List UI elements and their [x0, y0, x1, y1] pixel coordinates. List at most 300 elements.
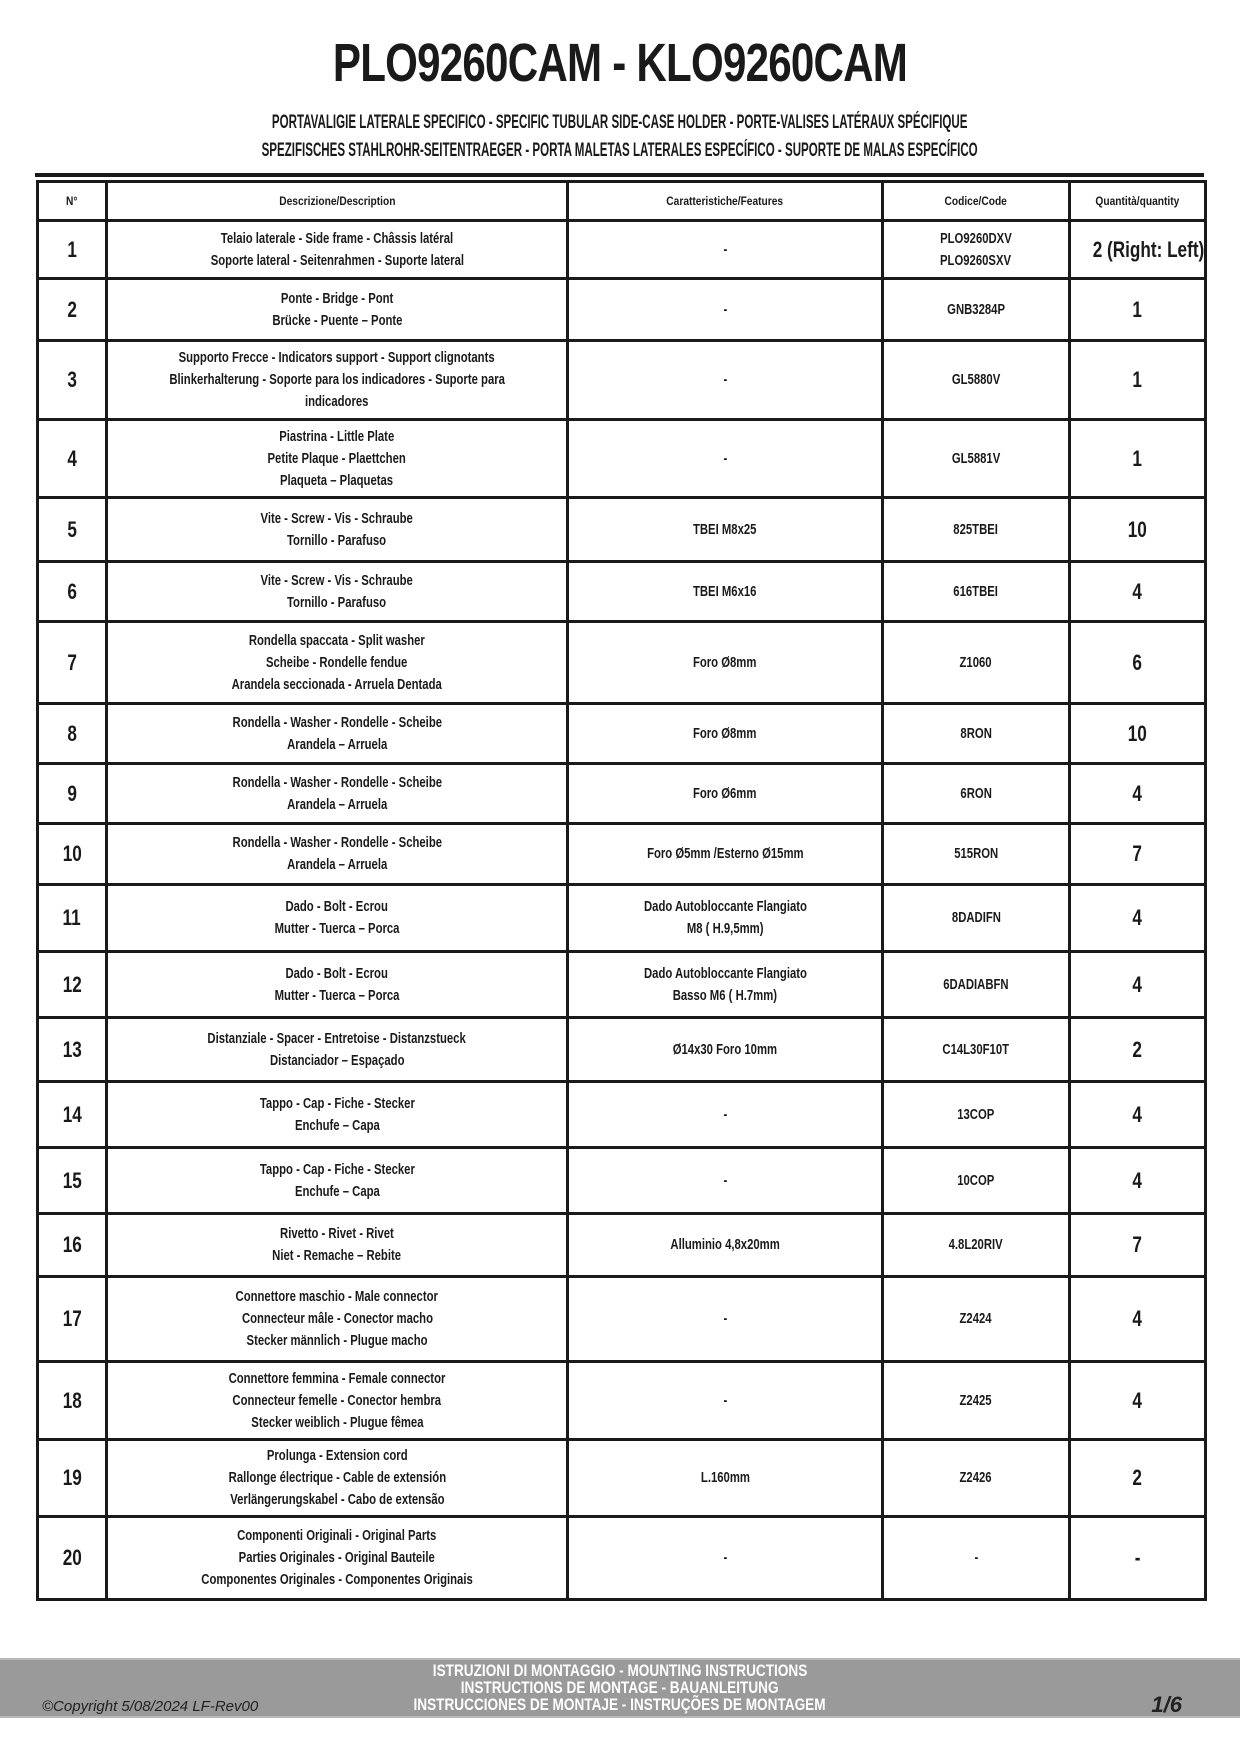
- item-code-line-wrap: [890, 369, 1062, 391]
- table-row: [38, 498, 1206, 562]
- item-description-line-wrap: [114, 1330, 560, 1352]
- item-description-line-wrap: [114, 854, 560, 876]
- item-description-line-wrap: [114, 630, 560, 652]
- item-number: [38, 1440, 107, 1517]
- item-features-line-wrap: [575, 652, 875, 674]
- table-row: [38, 824, 1206, 885]
- item-description: [107, 1362, 568, 1440]
- item-description-line: Blinkerhalterung - Soporte para los indicadores - Suporte para: [169, 372, 505, 388]
- item-description-line: Arandela – Arruela: [286, 857, 388, 873]
- item-description-line-wrap: [114, 652, 560, 674]
- item-number-text: 11: [62, 905, 82, 930]
- item-number-text: 17: [62, 1306, 82, 1331]
- table-row: [38, 1362, 1206, 1440]
- item-features-line-wrap: [575, 896, 875, 918]
- item-code-line: Z2425: [959, 1392, 993, 1409]
- item-quantity: [1070, 1214, 1206, 1277]
- table-row: [38, 764, 1206, 824]
- table-row: [38, 420, 1206, 498]
- item-features-line: -: [723, 450, 727, 467]
- item-description-line: Stecker weiblich - Plugue fêmea: [250, 1414, 424, 1431]
- item-description-line: Rondella spaccata - Split washer: [248, 632, 425, 649]
- item-number-text: 19: [62, 1465, 82, 1490]
- item-description: [107, 622, 568, 704]
- item-features-line-wrap: [575, 519, 875, 541]
- item-description-line-wrap: [114, 794, 560, 816]
- item-quantity: [1070, 704, 1206, 764]
- item-features-line: Foro Ø5mm /Esterno Ø15mm: [646, 846, 804, 862]
- item-description-line-wrap: [114, 250, 560, 272]
- item-quantity: [1070, 498, 1206, 562]
- item-description-line-wrap: [114, 1308, 560, 1330]
- table-row: [38, 221, 1206, 279]
- item-code-line-wrap: [890, 1234, 1062, 1256]
- item-description-line-wrap: [114, 1525, 560, 1547]
- item-description-line-wrap: [114, 1181, 560, 1203]
- subtitle-text: SPEZIFISCHES STAHLROHR-SEITENTRAEGER - PORTA MALETAS LATERALES ESPECÍFICO - SUPORTE DE MALAS ESPECÍFICO: [261, 140, 979, 161]
- item-number-text: 9: [67, 780, 77, 806]
- item-description-line: Enchufe – Capa: [294, 1183, 380, 1200]
- item-number-text: 18: [62, 1387, 82, 1413]
- item-features: [568, 1362, 883, 1440]
- item-number-text: 5: [67, 516, 77, 542]
- item-quantity: [1070, 764, 1206, 824]
- item-code: [883, 1362, 1070, 1440]
- item-code-line: 6RON: [960, 785, 992, 802]
- item-code: [883, 1277, 1070, 1362]
- item-features: [568, 1440, 883, 1517]
- item-features-line-wrap: [575, 723, 875, 745]
- item-description-line: Brücke - Puente – Ponte: [271, 312, 403, 329]
- item-code: [883, 1440, 1070, 1517]
- item-description: [107, 704, 568, 764]
- item-description-line-wrap: [114, 832, 560, 854]
- item-description-line-wrap: [114, 448, 560, 470]
- item-code-line-wrap: [890, 1104, 1062, 1126]
- item-description: [107, 1082, 568, 1148]
- item-description-line-wrap: [114, 1569, 560, 1591]
- item-number-text: 15: [62, 1167, 82, 1193]
- item-features: [568, 1214, 883, 1277]
- item-number-text: 14: [62, 1101, 82, 1127]
- item-code-line: -: [974, 1550, 978, 1566]
- item-description-line-wrap: [114, 734, 560, 756]
- item-number: [38, 704, 107, 764]
- item-description-line-wrap: [114, 1286, 560, 1308]
- item-description-line: Mutter - Tuerca – Porca: [274, 921, 400, 937]
- item-quantity: [1070, 1082, 1206, 1148]
- item-description-line-wrap: [114, 369, 560, 391]
- item-quantity-text: 10: [1127, 720, 1148, 746]
- item-features-line: Foro Ø6mm: [693, 785, 757, 802]
- item-description-line: Supporto Frecce - Indicators support - Support clignotants: [178, 350, 496, 366]
- item-code-line: 825TBEI: [953, 521, 999, 538]
- item-features-line-wrap: [575, 1547, 875, 1569]
- item-description-line-wrap: [114, 592, 560, 614]
- item-code: [883, 279, 1070, 341]
- item-features: [568, 420, 883, 498]
- item-quantity-text: 7: [1132, 841, 1143, 866]
- item-description-line-wrap: [114, 1467, 560, 1489]
- item-code: [883, 341, 1070, 420]
- table-header-row: [38, 182, 1206, 221]
- header-num: N°: [38, 182, 107, 221]
- item-features-line: Basso M6 ( H.7mm): [672, 987, 778, 1004]
- item-code-line-wrap: [890, 723, 1062, 745]
- item-description-line-wrap: [114, 1093, 560, 1115]
- item-description-line-wrap: [114, 1445, 560, 1467]
- item-code-line-wrap: [890, 250, 1062, 272]
- item-quantity-text: 6: [1132, 649, 1143, 675]
- item-code-line-wrap: [890, 783, 1062, 805]
- item-quantity-text: 4: [1132, 905, 1143, 930]
- table-row: [38, 341, 1206, 420]
- item-quantity-text: 4: [1132, 578, 1143, 604]
- item-quantity-text: 4: [1132, 1306, 1143, 1331]
- item-quantity-text: 2 (Right: Left): [1092, 236, 1205, 262]
- item-description: [107, 885, 568, 952]
- item-description-line: Connecteur mâle - Conector macho: [241, 1311, 433, 1327]
- item-quantity: [1070, 562, 1206, 622]
- item-code-line: 6DADIABFN: [943, 976, 1009, 993]
- item-features: [568, 498, 883, 562]
- item-code-line-wrap: [890, 652, 1062, 674]
- item-code-line: Z1060: [959, 654, 993, 671]
- table-row: [38, 1517, 1206, 1600]
- footer-bar: [0, 1658, 1240, 1718]
- item-description-line-wrap: [114, 712, 560, 734]
- item-features-line: Dado Autobloccante Flangiato: [643, 899, 807, 915]
- item-description-line-wrap: [114, 228, 560, 250]
- subtitle-text: PORTAVALIGIE LATERALE SPECIFICO - SPECIFIC TUBULAR SIDE-CASE HOLDER - PORTE-VALISES LATÉRAUX SPÉCIFIQUE: [272, 112, 968, 133]
- item-description-line: Tornillo - Parafuso: [287, 532, 387, 549]
- item-features-line: -: [723, 1172, 727, 1189]
- item-number-text: 1: [67, 236, 77, 262]
- item-description-line-wrap: [114, 1245, 560, 1267]
- item-code-line: 616TBEI: [953, 583, 999, 600]
- item-number-text: 7: [67, 649, 77, 675]
- item-description-line: Soporte lateral - Seitenrahmen - Suporte lateral: [210, 252, 464, 269]
- item-features-line: Foro Ø8mm: [693, 725, 757, 742]
- item-quantity: [1070, 885, 1206, 952]
- item-description-line: Piastrina - Little Plate: [279, 428, 395, 445]
- item-description-line-wrap: [114, 426, 560, 448]
- item-number: [38, 1018, 107, 1082]
- item-features-line-wrap: [575, 369, 875, 391]
- item-features-line: -: [723, 1550, 727, 1566]
- item-features-line-wrap: [575, 1170, 875, 1192]
- item-number: [38, 562, 107, 622]
- item-features: [568, 764, 883, 824]
- item-description-line: Rondella - Washer - Rondelle - Scheibe: [232, 835, 442, 851]
- item-description-line: Stecker männlich - Plugue macho: [246, 1333, 428, 1349]
- item-description: [107, 420, 568, 498]
- item-features: [568, 704, 883, 764]
- item-code: [883, 885, 1070, 952]
- item-description-line-wrap: [114, 391, 560, 413]
- item-number: [38, 824, 107, 885]
- item-code-line-wrap: [890, 974, 1062, 996]
- item-description-line: Telaio laterale - Side frame - Châssis latéral: [220, 230, 454, 247]
- item-number: [38, 622, 107, 704]
- item-description-line: Dado - Bolt - Ecrou: [285, 965, 389, 982]
- item-code-line: 8RON: [960, 725, 992, 742]
- item-quantity-text: 1: [1132, 296, 1143, 322]
- table-row: [38, 952, 1206, 1018]
- item-features-line: L.160mm: [700, 1470, 750, 1486]
- item-code-line: 8DADIFN: [951, 910, 1001, 926]
- item-code: [883, 1214, 1070, 1277]
- page-number: 1/6: [1151, 1692, 1182, 1717]
- item-code-line-wrap: [890, 1308, 1062, 1330]
- item-code-line-wrap: [890, 907, 1062, 929]
- item-code-line: 10COP: [957, 1172, 995, 1189]
- item-features-line: -: [723, 1392, 727, 1409]
- table-top-rule: [35, 173, 1204, 177]
- item-code: [883, 1082, 1070, 1148]
- copyright-text: ©Copyright 5/08/2024 LF-Rev00: [42, 1698, 259, 1715]
- item-number-text: 8: [67, 720, 77, 746]
- footer-title-line: ISTRUZIONI DI MONTAGGIO - MOUNTING INSTRUCTIONS: [432, 1661, 808, 1680]
- table-row: [38, 562, 1206, 622]
- item-features-line: Alluminio 4,8x20mm: [670, 1237, 780, 1253]
- item-features: [568, 1277, 883, 1362]
- item-code-line-wrap: [890, 299, 1062, 321]
- item-features-line: -: [723, 1311, 727, 1327]
- item-features-line: Dado Autobloccante Flangiato: [643, 965, 807, 982]
- item-description-line-wrap: [114, 1489, 560, 1511]
- item-quantity-text: 2: [1132, 1036, 1143, 1062]
- document-title: PLO9260CAM - KLO9260CAM: [332, 33, 908, 93]
- item-features-line-wrap: [575, 1039, 875, 1061]
- item-number: [38, 1214, 107, 1277]
- item-code: [883, 1148, 1070, 1214]
- item-code-line-wrap: [890, 581, 1062, 603]
- item-features: [568, 1018, 883, 1082]
- item-description-line-wrap: [114, 310, 560, 332]
- item-description-line: Scheibe - Rondelle fendue: [266, 654, 408, 671]
- item-features-line: Foro Ø8mm: [693, 654, 757, 671]
- item-code-line: 13COP: [957, 1106, 995, 1123]
- item-features-line: TBEI M8x25: [693, 521, 757, 538]
- item-features: [568, 824, 883, 885]
- item-features: [568, 1517, 883, 1600]
- item-description-line-wrap: [114, 1050, 560, 1072]
- item-code-line: 515RON: [953, 846, 998, 862]
- item-quantity: [1070, 1148, 1206, 1214]
- item-number-text: 4: [67, 445, 77, 471]
- item-description-line: Connecteur femelle - Conector hembra: [232, 1392, 442, 1409]
- item-features-line: TBEI M6x16: [693, 583, 757, 600]
- header-features: Caratteristiche/Features: [568, 182, 883, 221]
- table-row: [38, 1440, 1206, 1517]
- parts-table: [36, 180, 1207, 1601]
- item-description-line-wrap: [114, 918, 560, 940]
- item-features-line-wrap: [575, 239, 875, 261]
- item-code-line-wrap: [890, 519, 1062, 541]
- item-code: [883, 704, 1070, 764]
- item-quantity-text: 1: [1132, 445, 1143, 471]
- table-row: [38, 622, 1206, 704]
- item-code-line: Z2426: [959, 1470, 993, 1486]
- item-description-line-wrap: [114, 530, 560, 552]
- item-description-line-wrap: [114, 772, 560, 794]
- table-body: [38, 221, 1206, 1600]
- item-description: [107, 562, 568, 622]
- item-description-line: Arandela seccionada - Arruela Dentada: [231, 676, 443, 693]
- item-features: [568, 279, 883, 341]
- item-code: [883, 498, 1070, 562]
- item-number-text: 6: [67, 578, 77, 604]
- item-features-line-wrap: [575, 1467, 875, 1489]
- item-features: [568, 562, 883, 622]
- item-description-line: Rondella - Washer - Rondelle - Scheibe: [232, 774, 442, 791]
- item-code-line: GNB3284P: [947, 301, 1005, 318]
- item-features-line-wrap: [575, 843, 875, 865]
- item-description-line-wrap: [114, 1159, 560, 1181]
- item-description-line: Prolunga - Extension cord: [266, 1448, 408, 1464]
- item-features-line-wrap: [575, 1104, 875, 1126]
- item-number: [38, 221, 107, 279]
- item-features-line: -: [723, 1106, 727, 1123]
- item-description-line: Rallonge électrique - Cable de extensión: [228, 1470, 446, 1486]
- item-description-line-wrap: [114, 1390, 560, 1412]
- item-description-line-wrap: [114, 674, 560, 696]
- item-number: [38, 420, 107, 498]
- item-features-line-wrap: [575, 1390, 875, 1412]
- item-features-line-wrap: [575, 963, 875, 985]
- item-description-line: Connettore femmina - Female connector: [228, 1370, 446, 1387]
- item-description-line: Verlängerungskabel - Cabo de extensão: [229, 1492, 445, 1508]
- item-description-line: Tappo - Cap - Fiche - Stecker: [259, 1095, 415, 1112]
- item-description-line: Arandela – Arruela: [286, 736, 388, 753]
- item-description-line: Rivetto - Rivet - Rivet: [280, 1226, 394, 1242]
- item-code-line: GL5880V: [951, 372, 1001, 388]
- subtitle-line: [136, 140, 1103, 162]
- item-code: [883, 824, 1070, 885]
- header-code: Codice/Code: [883, 182, 1070, 221]
- item-number: [38, 279, 107, 341]
- item-description: [107, 1018, 568, 1082]
- header-description: Descrizione/Description: [107, 182, 568, 221]
- item-number: [38, 1277, 107, 1362]
- item-description: [107, 1277, 568, 1362]
- item-features-line-wrap: [575, 783, 875, 805]
- footer-title-line: INSTRUCTIONS DE MONTAGE - BAUANLEITUNG: [461, 1678, 779, 1697]
- item-code: [883, 221, 1070, 279]
- item-code-line-wrap: [890, 448, 1062, 470]
- item-quantity: [1070, 1018, 1206, 1082]
- table-row: [38, 1148, 1206, 1214]
- item-features-line-wrap: [575, 448, 875, 470]
- item-quantity-text: 4: [1132, 1167, 1143, 1193]
- item-description-line: Niet - Remache – Rebite: [272, 1248, 402, 1264]
- item-quantity-text: 4: [1132, 1387, 1143, 1413]
- item-quantity-text: 10: [1127, 516, 1148, 542]
- item-description-line: Distanziale - Spacer - Entretoise - Distanzstueck: [207, 1030, 467, 1047]
- item-description-line-wrap: [114, 508, 560, 530]
- item-features-line: -: [723, 372, 727, 388]
- item-quantity: [1070, 341, 1206, 420]
- item-features: [568, 221, 883, 279]
- item-description-line: Plaqueta – Plaquetas: [280, 472, 394, 489]
- item-number: [38, 1148, 107, 1214]
- item-description-line: Tappo - Cap - Fiche - Stecker: [259, 1161, 415, 1178]
- item-description-line: Distanciador – Espaçado: [269, 1052, 405, 1069]
- item-description-line-wrap: [114, 963, 560, 985]
- item-features: [568, 1148, 883, 1214]
- item-description-line: Dado - Bolt - Ecrou: [285, 899, 389, 915]
- item-code: [883, 1517, 1070, 1600]
- item-quantity-text: -: [1134, 1545, 1141, 1570]
- item-code: [883, 952, 1070, 1018]
- item-description-line: Tornillo - Parafuso: [287, 594, 387, 611]
- table-row: [38, 1018, 1206, 1082]
- item-number: [38, 1517, 107, 1600]
- table-row: [38, 1082, 1206, 1148]
- item-quantity: [1070, 279, 1206, 341]
- item-features-line: -: [723, 301, 727, 318]
- item-description-line-wrap: [114, 288, 560, 310]
- item-description-line: Vite - Screw - Vis - Schraube: [260, 510, 414, 527]
- item-number-text: 20: [62, 1545, 82, 1570]
- item-description-line: Mutter - Tuerca – Porca: [274, 987, 400, 1004]
- table-row: [38, 1277, 1206, 1362]
- item-description-line: Rondella - Washer - Rondelle - Scheibe: [232, 714, 442, 731]
- item-quantity-text: 4: [1132, 1101, 1143, 1127]
- item-description-line: Componenti Originali - Original Parts: [237, 1528, 437, 1544]
- item-number-text: 3: [67, 367, 77, 392]
- item-number-text: 13: [62, 1036, 82, 1062]
- item-quantity: [1070, 1440, 1206, 1517]
- item-description: [107, 764, 568, 824]
- item-number: [38, 952, 107, 1018]
- item-description: [107, 1148, 568, 1214]
- item-code-line-wrap: [890, 1039, 1062, 1061]
- item-number: [38, 1082, 107, 1148]
- item-code-line-wrap: [890, 1467, 1062, 1489]
- item-quantity: [1070, 420, 1206, 498]
- item-description-line: Connettore maschio - Male connector: [235, 1289, 439, 1305]
- item-description-line: Componentes Originales - Componentes Originais: [201, 1572, 473, 1588]
- item-features: [568, 341, 883, 420]
- item-quantity: [1070, 824, 1206, 885]
- item-quantity: [1070, 952, 1206, 1018]
- item-quantity-text: 2: [1132, 1465, 1143, 1490]
- item-description-line-wrap: [114, 1368, 560, 1390]
- item-code-line-wrap: [890, 843, 1062, 865]
- item-features-line-wrap: [575, 299, 875, 321]
- footer-title-line: INSTRUCCIONES DE MONTAJE - INSTRUÇÕES DE MONTAGEM: [413, 1695, 827, 1714]
- item-features: [568, 622, 883, 704]
- item-description-line: Arandela – Arruela: [286, 796, 388, 813]
- item-description-line-wrap: [114, 1115, 560, 1137]
- item-description-line-wrap: [114, 1547, 560, 1569]
- table-row: [38, 279, 1206, 341]
- item-quantity-text: 4: [1132, 780, 1143, 806]
- item-features-line: Ø14x30 Foro 10mm: [672, 1041, 778, 1058]
- item-features-line-wrap: [575, 581, 875, 603]
- item-code-line-wrap: [890, 1390, 1062, 1412]
- item-code: [883, 562, 1070, 622]
- item-code-line: GL5881V: [951, 450, 1001, 467]
- item-features: [568, 952, 883, 1018]
- subtitle-line: [136, 112, 1103, 134]
- item-number-text: 16: [62, 1232, 82, 1257]
- item-description-line-wrap: [114, 470, 560, 492]
- item-code-line: Z2424: [959, 1311, 993, 1327]
- item-description-line-wrap: [114, 570, 560, 592]
